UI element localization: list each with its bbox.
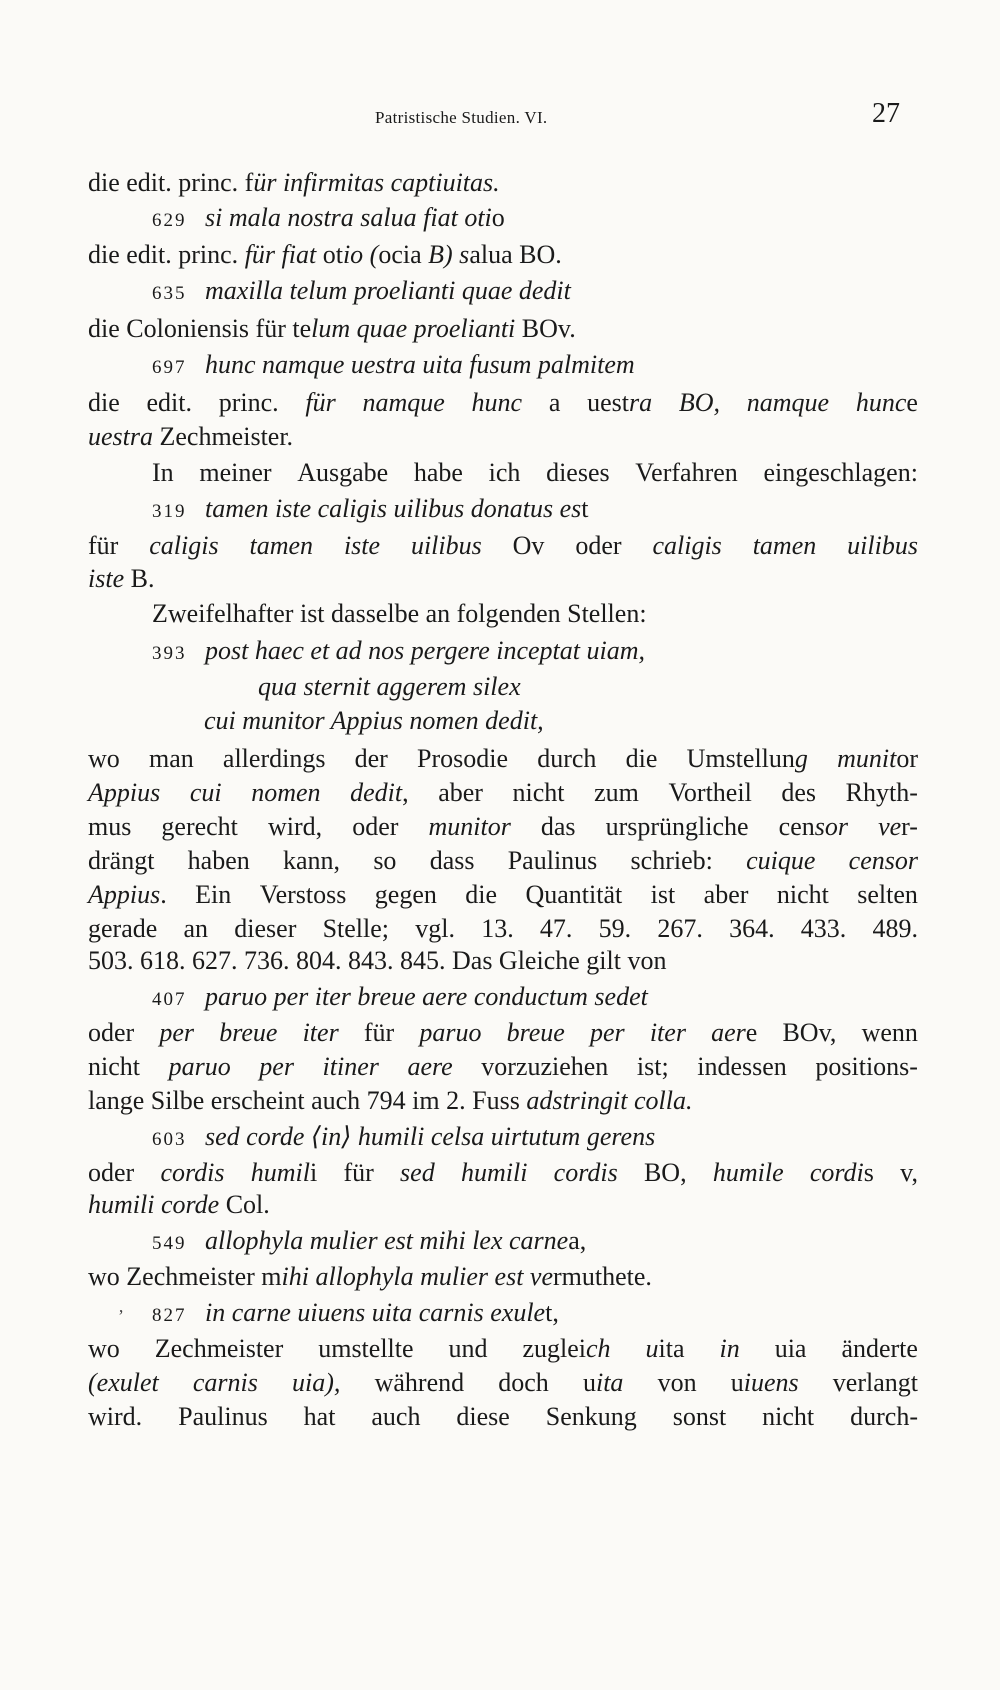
word: 47. [539, 914, 573, 943]
word: Quantität [525, 880, 623, 909]
word: munitor [837, 744, 918, 773]
word: ver- [878, 812, 918, 841]
word: iste [343, 531, 381, 560]
word: Vortheil [668, 778, 752, 807]
word: Stelle; [322, 914, 390, 943]
word: humili [250, 1158, 318, 1187]
word: breue [506, 1018, 565, 1047]
text-line: uestra Zechmeister. [88, 422, 294, 451]
word: aber [703, 880, 749, 909]
italic-text: adstringit colla. [519, 1086, 693, 1115]
word: Zechmeister [154, 1334, 284, 1363]
verse-quotation-line: 827 in carne uiuens uita carnis exulet, [152, 1298, 559, 1327]
word: diese [456, 1402, 510, 1431]
text-line: lange Silbe erscheint auch 794 im 2. Fuss adstringit colla. [88, 1086, 693, 1115]
word: vgl. [415, 914, 455, 943]
word: nicht [88, 1052, 140, 1081]
word: princ. [218, 388, 279, 417]
text-line [88, 1334, 918, 1364]
word: uia), [292, 1368, 341, 1397]
verse-number: 827 [152, 1305, 187, 1326]
italic-text: lum quae proelianti [311, 314, 516, 343]
word: umstellte [318, 1334, 414, 1363]
word: das [540, 812, 576, 841]
word: man [148, 744, 194, 773]
text-line [88, 1018, 918, 1048]
italic-text: uestra [88, 422, 153, 451]
word: cordis [160, 1158, 225, 1187]
word: 433. [800, 914, 847, 943]
word: für [343, 1158, 374, 1187]
word: zum [594, 778, 639, 807]
text-line [88, 744, 918, 774]
word: ursprüngliche [605, 812, 749, 841]
text-line: die Coloniensis für telum quae proelianti BOv. [88, 314, 576, 343]
text-line [88, 531, 918, 561]
verse-number: 407 [152, 989, 187, 1010]
word: Appius. [88, 880, 167, 909]
word: die [465, 880, 498, 909]
italic-text: humili corde [88, 1190, 220, 1219]
word: für [305, 388, 336, 417]
italic-text: in carne uiuens uita carnis exule [205, 1298, 546, 1327]
word: 364. [729, 914, 775, 943]
word: nomen [251, 778, 321, 807]
verse-number: 635 [152, 283, 187, 304]
word: caligis [652, 531, 722, 560]
word: wo [88, 1334, 120, 1363]
word: cordis [553, 1158, 618, 1187]
margin-mark: ‚ [118, 1296, 124, 1316]
word: die [88, 388, 120, 417]
word: dass [429, 846, 475, 875]
word: 489. [872, 914, 918, 943]
word: durch- [850, 1402, 918, 1431]
text-line [88, 778, 918, 808]
text-line [88, 880, 918, 910]
word: wenn [861, 1018, 918, 1047]
running-title: Patristische Studien. VI. [375, 108, 548, 127]
word: aere [711, 1018, 758, 1047]
word: nicht [776, 880, 829, 909]
word: eingeschlagen: [763, 458, 918, 487]
page-number: 27 [872, 98, 900, 129]
text-line [152, 458, 918, 488]
verse-quotation-line [152, 350, 635, 383]
verse-number: 697 [152, 357, 187, 378]
italic-text: cui munitor Appius nomen dedit, [204, 706, 544, 735]
word: indessen [697, 1052, 787, 1081]
word: positions- [815, 1052, 918, 1081]
text-line [258, 672, 521, 702]
text-line [88, 388, 918, 418]
word: namque [362, 388, 445, 417]
word: der [354, 744, 388, 773]
text-line: Zweifelhafter ist dasselbe an folgenden Stellen: [152, 599, 647, 628]
word: wo [88, 744, 120, 773]
word: censor [778, 812, 848, 841]
word: mus [88, 812, 132, 841]
word: per [259, 1052, 294, 1081]
word: 59. [598, 914, 632, 943]
word: Senkung [545, 1402, 637, 1431]
word: cuique [746, 846, 816, 875]
text-line: die edit. princ. für infirmitas captiuitas. [88, 168, 500, 197]
word: humile [712, 1158, 784, 1187]
word: auch [371, 1402, 421, 1431]
word: Paulinus [507, 846, 598, 875]
verse-number: 393 [152, 643, 187, 664]
word: uilibus [847, 531, 918, 560]
word: aber [438, 778, 483, 807]
word: haben [187, 846, 250, 875]
word: paruo [419, 1018, 482, 1047]
word: cordis [809, 1158, 874, 1187]
word: oder [88, 1158, 135, 1187]
word: BO, [643, 1158, 687, 1187]
text-line [88, 914, 918, 944]
text-line [88, 1368, 918, 1398]
verse-quotation-line [152, 636, 645, 669]
text-line [88, 1158, 918, 1188]
word: an [183, 914, 209, 943]
text-line: die edit. princ. für fiat otio (ocia B) salua BO. [88, 240, 562, 269]
word: Ein [195, 880, 232, 909]
verse-quotation-line [152, 1122, 655, 1155]
verse-quotation-line: 549 allophyla mulier est mihi lex carnea, [152, 1226, 587, 1255]
word: BOv, [782, 1018, 837, 1047]
italic-text: allophyla mulier est mihi lex carne [205, 1226, 569, 1255]
word: iter [302, 1018, 339, 1047]
word: hat [303, 1402, 336, 1431]
word: gegen [374, 880, 437, 909]
word: oder [352, 812, 399, 841]
word: in [719, 1334, 740, 1363]
italic-text: post haec et ad nos pergere inceptat uiam, [205, 636, 645, 665]
word: Verfahren [635, 458, 738, 487]
italic-text: io ( [342, 240, 379, 269]
word: itiner [322, 1052, 379, 1081]
word: von [657, 1368, 697, 1397]
word: Ov [512, 531, 545, 560]
text-line: wo Zechmeister mihi allophyla mulier est vermuthete. [88, 1262, 652, 1291]
italic-text: qua sternit aggerem silex [258, 672, 521, 701]
word: meiner [199, 458, 272, 487]
word: hunce [855, 388, 918, 417]
word: wird. [88, 1402, 143, 1431]
word: a [548, 388, 561, 417]
word: uilibus [410, 531, 482, 560]
word: aere [407, 1052, 453, 1081]
word: und [448, 1334, 488, 1363]
italic-text: ür infirmitas captiuitas. [253, 168, 500, 197]
word: 267. [657, 914, 703, 943]
italic-text: sed corde ⟨in⟩ humili celsa uirtutum gerens [205, 1122, 656, 1151]
word: uestra [587, 388, 653, 417]
word: durch [537, 744, 597, 773]
word: per [159, 1018, 195, 1047]
word: tamen [249, 531, 314, 560]
word: des [781, 778, 817, 807]
word: dieses [546, 458, 610, 487]
verse-quotation-line [152, 982, 648, 1015]
text-line [204, 706, 544, 736]
word: die [625, 744, 658, 773]
word: dedit, [350, 778, 409, 807]
word: für [88, 531, 119, 560]
word: carnis [192, 1368, 258, 1397]
word: uita [645, 1334, 685, 1363]
word: humili [460, 1158, 528, 1187]
word: namque [746, 388, 830, 417]
word: uita [582, 1368, 624, 1397]
word: während [374, 1368, 465, 1397]
page-header [0, 98, 1000, 138]
word: per [590, 1018, 625, 1047]
word: 13. [481, 914, 514, 943]
word: sed [400, 1158, 435, 1187]
word: cui [189, 778, 222, 807]
verse-number: 549 [152, 1233, 187, 1254]
word: drängt [88, 846, 155, 875]
word: ist [650, 880, 676, 909]
word: selten [857, 880, 918, 909]
word: doch [498, 1368, 549, 1397]
word: änderte [841, 1334, 918, 1363]
word: Umstellung [686, 744, 808, 773]
word: Rhyth- [845, 778, 918, 807]
word: allerdings [222, 744, 326, 773]
word: gerecht [161, 812, 238, 841]
word: ist; [636, 1052, 669, 1081]
verse-quotation-line [152, 276, 571, 309]
word: nicht [512, 778, 565, 807]
word: uia [774, 1334, 807, 1363]
word: iter [649, 1018, 686, 1047]
verse-number: 319 [152, 501, 187, 522]
word: vorzuziehen [481, 1052, 609, 1081]
word: wird, [267, 812, 323, 841]
text-line: humili corde Col. [88, 1190, 270, 1219]
word: munitor [428, 812, 511, 841]
word: tamen [752, 531, 817, 560]
word: für [363, 1018, 395, 1047]
italic-text: hunc namque uestra uita fusum palmitem [205, 350, 635, 379]
text-line: 503. 618. 627. 736. 804. 843. 845. Das Gleiche gilt von [88, 946, 667, 975]
verse-quotation-line: 319 tamen iste caligis uilibus donatus est [152, 494, 589, 523]
word: Prosodie [417, 744, 509, 773]
italic-text: iste [88, 564, 125, 593]
word: so [373, 846, 397, 875]
word: Ausgabe [297, 458, 389, 487]
word: verlangt [832, 1368, 918, 1397]
italic-text: B) s [421, 240, 470, 269]
word: sonst [672, 1402, 727, 1431]
word: habe [413, 458, 463, 487]
italic-text: paruo per iter breue aere conductum sedet [205, 982, 648, 1011]
word: oder [575, 531, 622, 560]
verse-number: 603 [152, 1129, 187, 1150]
word: dieser [234, 914, 297, 943]
word: zugleich [522, 1334, 611, 1363]
word: nicht [762, 1402, 815, 1431]
italic-text: für fiat [244, 240, 323, 269]
word: uiuens [730, 1368, 799, 1397]
word: (exulet [88, 1368, 159, 1397]
word: kann, [283, 846, 341, 875]
word: Appius [88, 778, 161, 807]
word: v, [900, 1158, 918, 1187]
word: paruo [168, 1052, 231, 1081]
word: ich [488, 458, 521, 487]
word: In [152, 458, 174, 487]
word: oder [88, 1018, 135, 1047]
word: edit. [146, 388, 192, 417]
word: Paulinus [178, 1402, 268, 1431]
word: caligis [149, 531, 219, 560]
word: gerade [88, 914, 158, 943]
verse-number: 629 [152, 210, 187, 231]
word: BO, [678, 388, 721, 417]
text-line [88, 1402, 918, 1432]
verse-quotation-line: 629 si mala nostra salua fiat otio [152, 203, 505, 232]
italic-text: maxilla telum proelianti quae dedit [205, 276, 571, 305]
text-line [88, 1052, 918, 1082]
word: breue [219, 1018, 278, 1047]
word: censor [848, 846, 918, 875]
word: Verstoss [259, 880, 347, 909]
word: hunc [471, 388, 523, 417]
word: schrieb: [630, 846, 713, 875]
text-line: iste B. [88, 564, 155, 593]
italic-text: tamen iste caligis uilibus donatus es [205, 494, 582, 523]
text-line [88, 812, 918, 842]
italic-text: ihi allophyla mulier est ve [281, 1262, 554, 1291]
text-line [88, 846, 918, 876]
italic-text: si mala nostra salua fiat oti [205, 203, 492, 232]
